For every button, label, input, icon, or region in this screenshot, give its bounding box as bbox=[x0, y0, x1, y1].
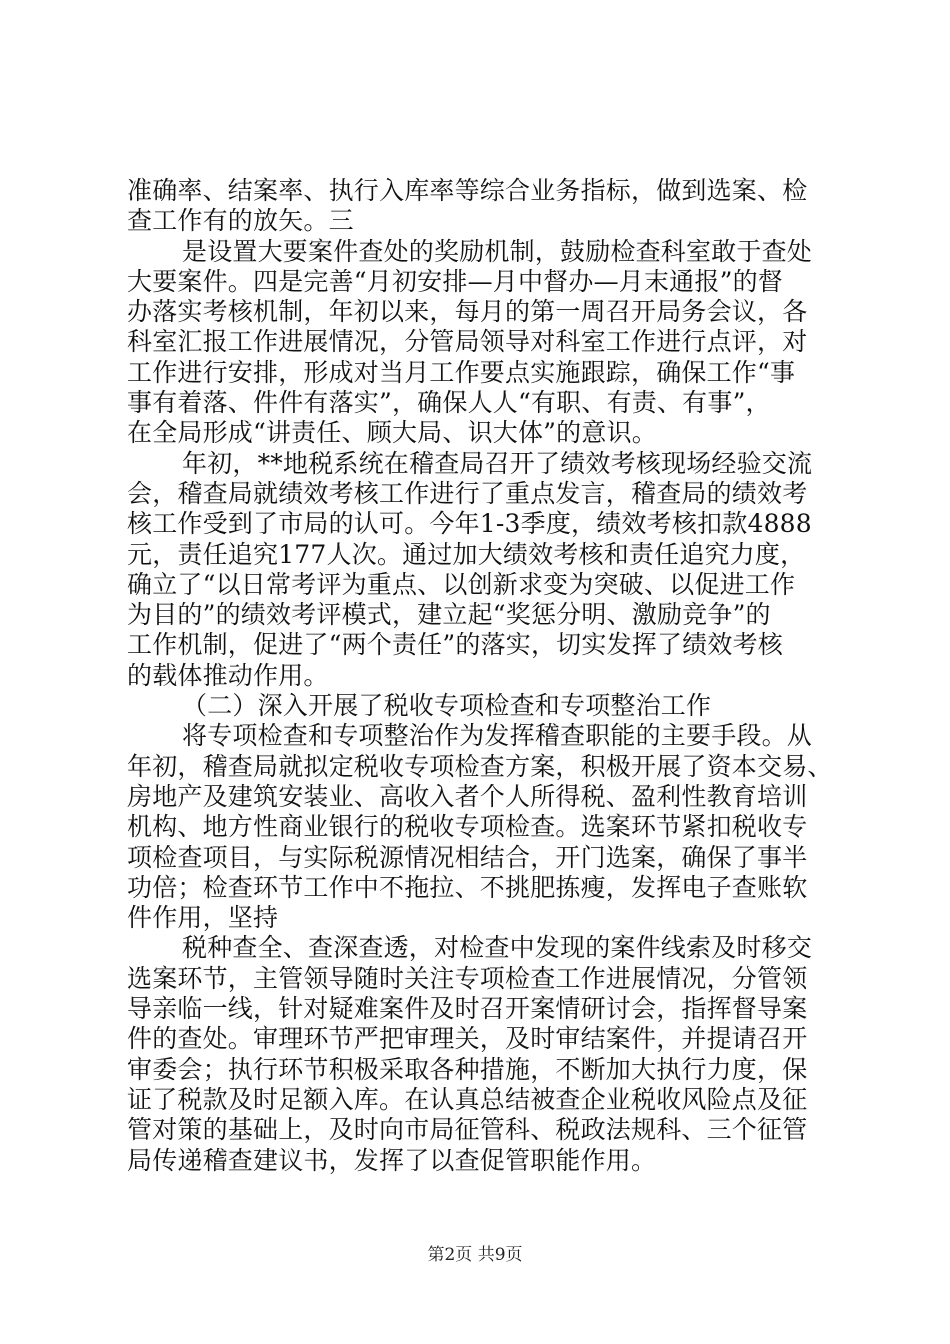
text-line: 是设置大要案件查处的奖励机制，鼓励检查科室敢于查处 bbox=[182, 236, 813, 266]
text-line: 机构、地方性商业银行的税收专项检查。选案环节紧扣税收专 bbox=[127, 812, 808, 842]
text-line: 将专项检查和专项整治作为发挥稽查职能的主要手段。从 bbox=[182, 721, 813, 751]
page-footer: 第2页 共9页 bbox=[427, 1245, 523, 1265]
text-line: 工作进行安排，形成对当月工作要点实施跟踪，确保工作“事 bbox=[127, 357, 796, 387]
text-line: 证了税款及时足额入库。在认真总结被查企业税收风险点及征 bbox=[127, 1084, 808, 1114]
text-line: 的载体推动作用。 bbox=[127, 660, 329, 690]
text-line: 件的查处。审理环节严把审理关，及时审结案件，并提请召开 bbox=[127, 1024, 808, 1054]
text-line: 元，责任追究177人次。通过加大绩效考核和责任追究力度， bbox=[127, 539, 806, 569]
body-text bbox=[127, 176, 837, 1176]
text-line: 税种查全、查深查透，对检查中发现的案件线索及时移交 bbox=[182, 933, 813, 963]
text-line: 核工作受到了市局的认可。今年1-3季度，绩效考核扣款4888 bbox=[127, 509, 812, 539]
text-line: 在全局形成“讲责任、顾大局、识大体”的意识。 bbox=[127, 418, 657, 448]
text-line: 确立了“以日常考评为重点、以创新求变为突破、以促进工作 bbox=[127, 569, 796, 599]
text-line: 准确率、结案率、执行入库率等综合业务指标，做到选案、检 bbox=[127, 176, 808, 205]
text-line: 审委会；执行环节积极采取各种措施，不断加大执行力度，保 bbox=[127, 1054, 808, 1084]
text-line: 查工作有的放矢。三 bbox=[127, 206, 354, 236]
text-line: 办落实考核机制，年初以来，每月的第一周召开局务会议，各 bbox=[127, 297, 808, 327]
text-line: 功倍；检查环节工作中不拖拉、不挑肥拣瘦，发挥电子查账软 bbox=[127, 872, 808, 902]
text-line: 管对策的基础上，及时向市局征管科、税政法规科、三个征管 bbox=[127, 1115, 808, 1145]
text-line: 件作用，坚持 bbox=[127, 903, 279, 933]
text-line: 导亲临一线，针对疑难案件及时召开案情研讨会，指挥督导案 bbox=[127, 994, 808, 1024]
text-line: 事有着落、件件有落实”，确保人人“有职、有责、有事”， bbox=[127, 388, 771, 418]
text-line: 工作机制，促进了“两个责任”的落实，切实发挥了绩效考核 bbox=[127, 630, 783, 660]
text-line: 科室汇报工作进展情况，分管局领导对科室工作进行点评，对 bbox=[127, 327, 808, 357]
text-line: 年初，稽查局就拟定税收专项检查方案，积极开展了资本交易、 bbox=[127, 751, 833, 781]
text-line: 大要案件。四是完善“月初安排—月中督办—月末通报”的督 bbox=[127, 266, 783, 296]
text-line: 项检查项目，与实际税源情况相结合，开门选案，确保了事半 bbox=[127, 842, 808, 872]
text-line: 房地产及建筑安装业、高收入者个人所得税、盈利性教育培训 bbox=[127, 781, 808, 811]
text-line: 选案环节，主管领导随时关注专项检查工作进展情况，分管领 bbox=[127, 963, 808, 993]
text-line: 局传递稽查建议书，发挥了以查促管职能作用。 bbox=[127, 1145, 657, 1175]
text-line: 会，稽查局就绩效考核工作进行了重点发言，稽查局的绩效考 bbox=[127, 478, 808, 508]
text-line: （二）深入开展了税收专项检查和专项整治工作 bbox=[182, 691, 712, 721]
text-line: 为目的”的绩效考评模式，建立起“奖惩分明、激励竞争”的 bbox=[127, 600, 771, 630]
text-line: 年初，**地税系统在稽查局召开了绩效考核现场经验交流 bbox=[182, 448, 813, 478]
